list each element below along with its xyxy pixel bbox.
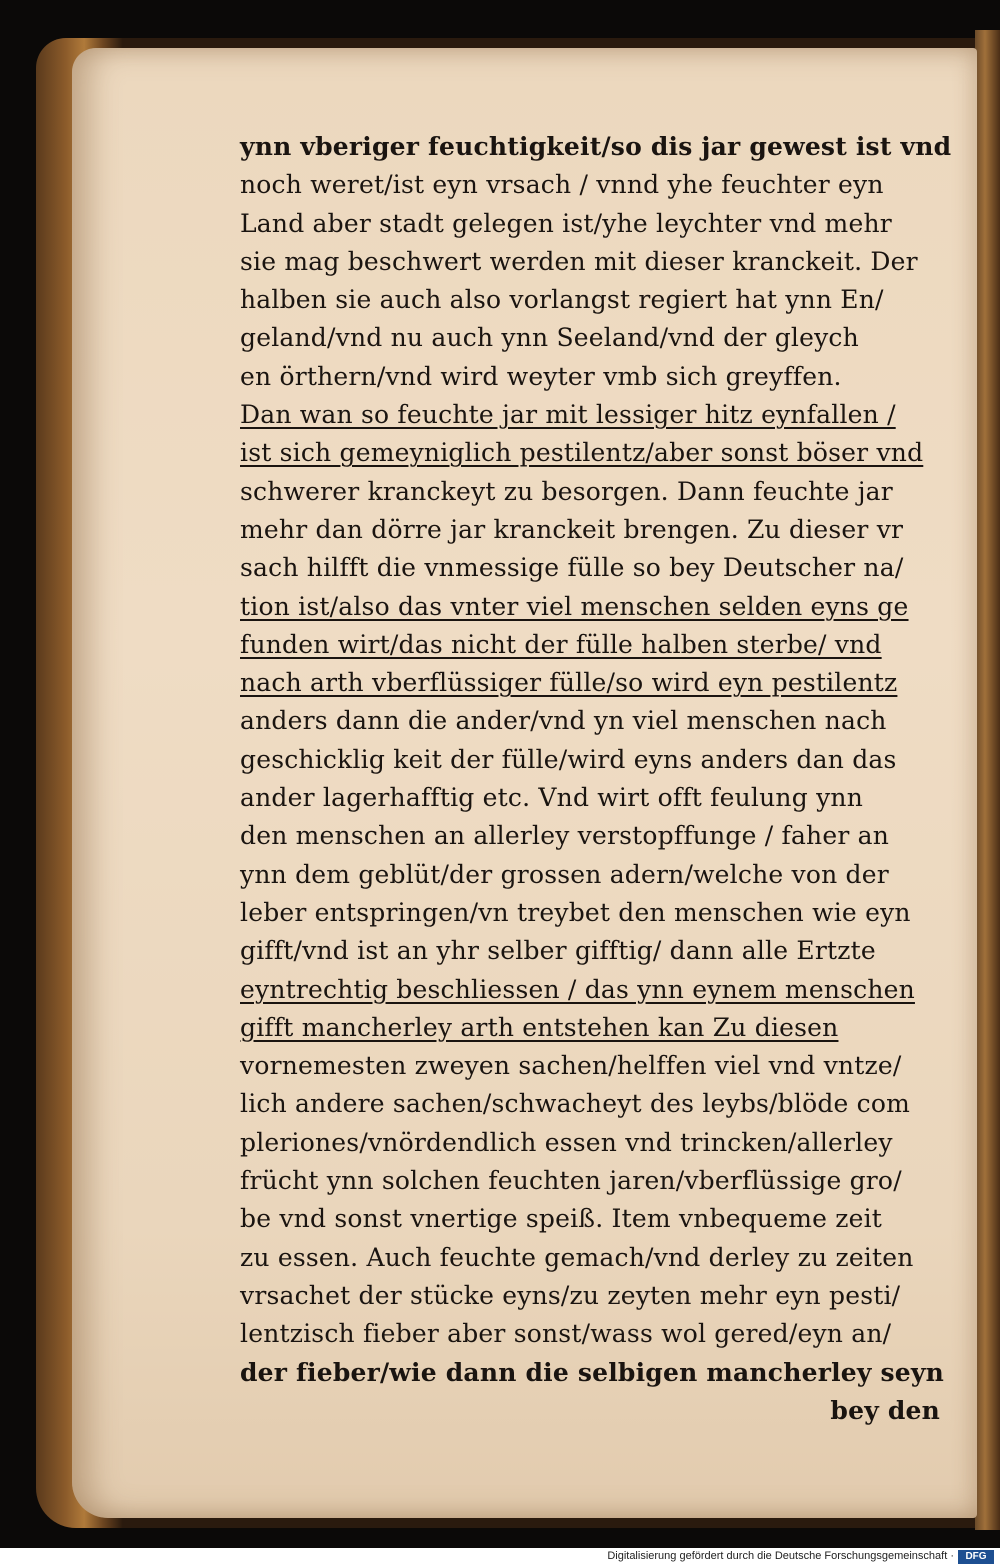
text-line: ander lagerhafftig etc. Vnd wirt offt feulung ynn: [240, 783, 864, 813]
text-line-underlined: funden wirt/das nicht der fülle halben sterbe/ vnd: [240, 629, 882, 659]
page-text-block: [240, 128, 952, 1430]
text-line: sie mag beschwert werden mit dieser kranckeit. Der: [240, 246, 918, 276]
text-line: halben sie auch also vorlangst regiert hat ynn En/: [240, 285, 884, 315]
text-line: vornemesten zweyen sachen/helffen viel vnd vntze/: [240, 1051, 902, 1081]
text-line: leber entspringen/vn treybet den menschen wie eyn: [240, 897, 911, 927]
text-line-underlined: nach arth vberflüssiger fülle/so wird eyn pestilentz: [240, 668, 898, 698]
text-line: der fieber/wie dann die selbigen mancherley seyn: [240, 1357, 944, 1387]
text-line: Land aber stadt gelegen ist/yhe leychter vnd mehr: [240, 208, 892, 238]
text-line: be vnd sonst vnertige speiß. Item vnbequeme zeit: [240, 1204, 883, 1234]
text-line: en örthern/vnd wird weyter vmb sich greyffen.: [240, 361, 842, 391]
text-line: lentzisch fieber aber sonst/wass wol gered/eyn an/: [240, 1319, 892, 1349]
text-line-underlined: eyntrechtig beschliessen / das ynn eynem menschen: [240, 974, 915, 1004]
text-line: sach hilfft die vnmessige fülle so bey Deutscher na/: [240, 553, 904, 583]
text-line: den menschen an allerley verstopffunge / faher an: [240, 821, 890, 851]
funding-credit: Digitalisierung gefördert durch die Deutsche Forschungsgemeinschaft ·: [607, 1550, 954, 1562]
text-line: geschicklig keit der fülle/wird eyns anders dan das: [240, 744, 897, 774]
text-line-underlined: gifft mancherley arth entstehen kan Zu diesen: [240, 1012, 839, 1042]
text-line: anders dann die ander/vnd yn viel menschen nach: [240, 706, 887, 736]
text-line-underlined: tion ist/also das vnter viel menschen selden eyns ge: [240, 591, 909, 621]
text-line: ynn dem geblüt/der grossen adern/welche von der: [240, 859, 889, 889]
book-spine-strip: [975, 30, 1000, 1530]
text-line: frücht ynn solchen feuchten jaren/vberflüssige gro/: [240, 1166, 902, 1196]
text-line: geland/vnd nu auch ynn Seeland/vnd der gleych: [240, 323, 859, 353]
text-line: vrsachet der stücke eyns/zu zeyten mehr eyn pesti/: [240, 1280, 901, 1310]
dfg-logo: DFG: [958, 1550, 994, 1564]
text-line: noch weret/ist eyn vrsach / vnnd yhe feuchter eyn: [240, 170, 884, 200]
text-line: gifft/vnd ist an yhr selber gifftig/ dann alle Ertzte: [240, 936, 876, 966]
text-line-underlined: ist sich gemeyniglich pestilentz/aber sonst böser vnd: [240, 438, 924, 468]
footer-bar: [0, 1548, 1000, 1567]
text-line: ynn vberiger feuchtigkeit/so dis jar gewest ist vnd: [240, 132, 952, 161]
text-line: pleriones/vnördendlich essen vnd trincken/allerley: [240, 1127, 893, 1157]
text-line-underlined: Dan wan so feuchte jar mit lessiger hitz eynfallen /: [240, 400, 896, 430]
catchword: bey den: [830, 1395, 940, 1425]
text-line: schwerer kranckeyt zu besorgen. Dann feuchte jar: [240, 476, 893, 506]
text-line: zu essen. Auch feuchte gemach/vnd derley zu zeiten: [240, 1242, 914, 1272]
text-line: mehr dan dörre jar kranckeit brengen. Zu dieser vr: [240, 514, 904, 544]
text-line: lich andere sachen/schwacheyt des leybs/blöde com: [240, 1089, 911, 1119]
